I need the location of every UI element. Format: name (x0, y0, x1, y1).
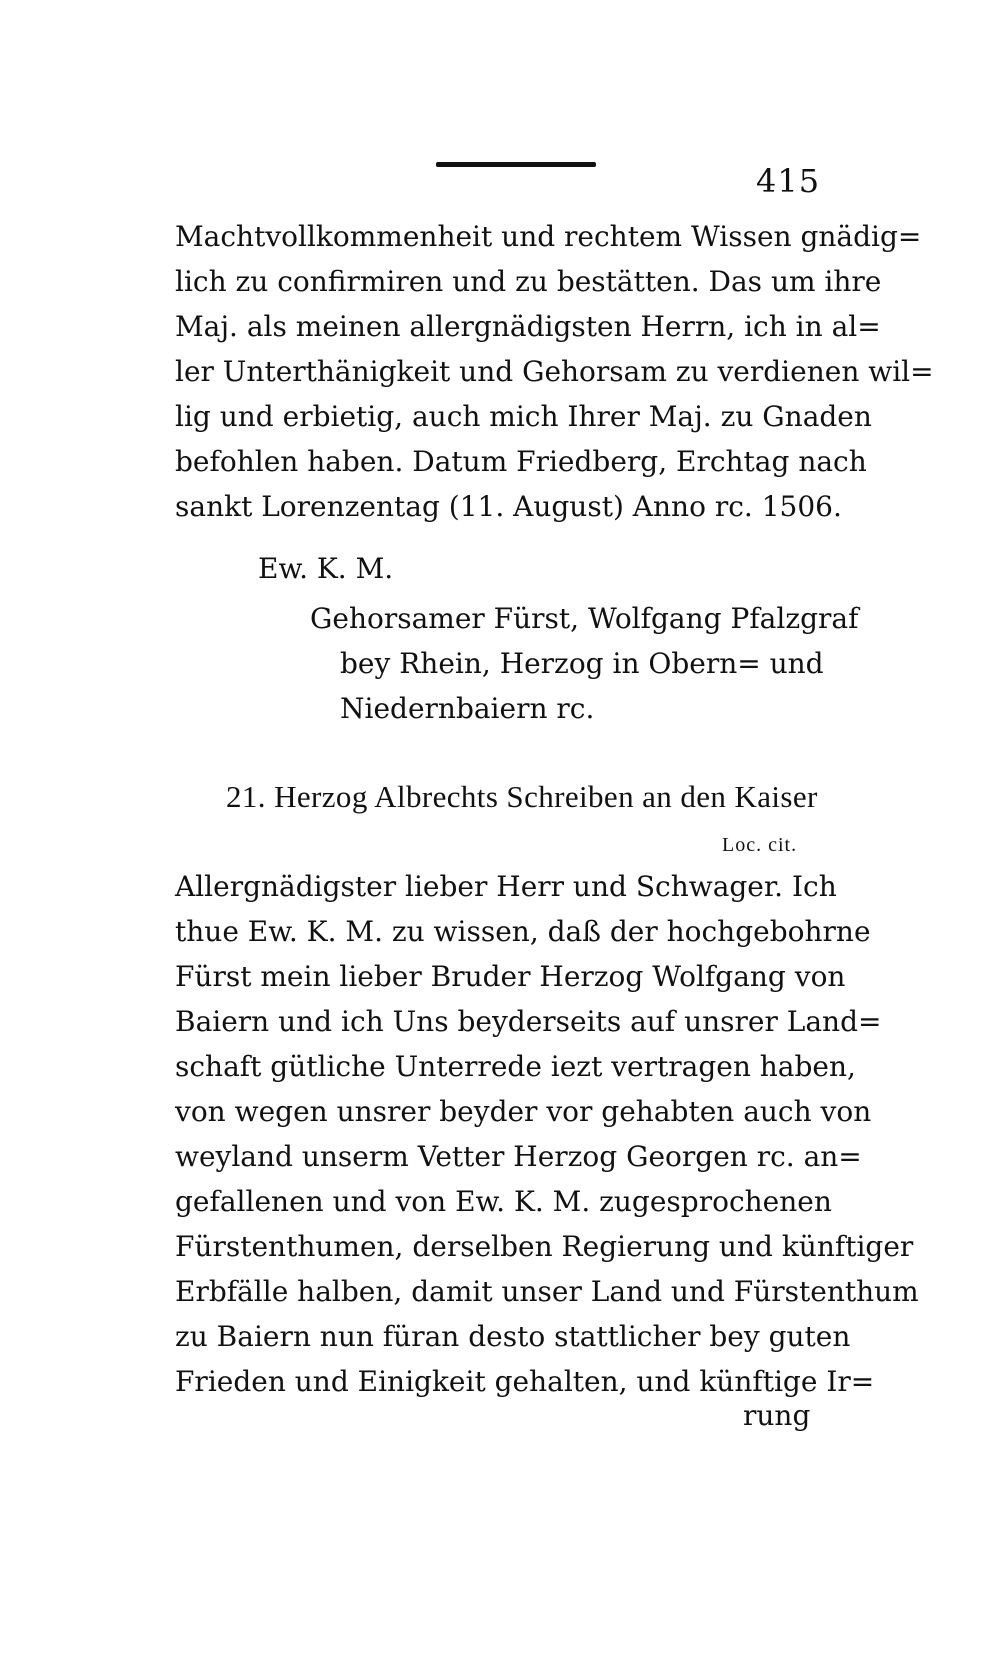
text-line: Allergnädigster lieber Herr und Schwager. Ich (175, 870, 837, 903)
text-line: Frieden und Einigkeit gehalten, und künftige Ir= (175, 1365, 875, 1398)
text-line: weyland unserm Vetter Herzog Georgen rc. an= (175, 1140, 862, 1173)
text-line: Machtvollkommenheit und rechtem Wissen gnädig= (175, 220, 922, 253)
text-line: Fürst mein lieber Bruder Herzog Wolfgang von (175, 960, 846, 993)
text-line: sankt Lorenzentag (11. August) Anno rc. 1506. (175, 490, 842, 523)
salutation: Ew. K. M. (258, 552, 394, 585)
signature-line: bey Rhein, Herzog in Obern= und (340, 647, 824, 680)
signature-block (310, 596, 859, 731)
signature-line: Niedernbaiern rc. (340, 692, 595, 725)
page-number: 415 (756, 162, 821, 200)
text-line: lig und erbietig, auch mich Ihrer Maj. zu Gnaden (175, 400, 872, 433)
source-reference: Loc. cit. (722, 834, 798, 856)
text-line: gefallenen und von Ew. K. M. zugesprochenen (175, 1185, 832, 1218)
signature-line: Gehorsamer Fürst, Wolfgang Pfalzgraf (310, 602, 859, 635)
text-line: schaft gütliche Unterrede iezt vertragen haben, (175, 1050, 856, 1083)
text-line: lich zu confirmiren und zu bestätten. Das um ihre (175, 265, 882, 298)
text-line: ler Unterthänigkeit und Gehorsam zu verdienen wil= (175, 355, 934, 388)
text-line: zu Baiern nun füran desto stattlicher bey guten (175, 1320, 851, 1353)
header-rule (436, 162, 596, 167)
text-line: Erbfälle halben, damit unser Land und Fürstenthum (175, 1275, 919, 1308)
text-line: Baiern und ich Uns beyderseits auf unsrer Land= (175, 1005, 882, 1038)
paragraph-continuation (175, 214, 934, 529)
text-line: Maj. als meinen allergnädigsten Herrn, ich in al= (175, 310, 881, 343)
text-line: Fürstenthumen, derselben Regierung und künftiger (175, 1230, 914, 1263)
text-line: befohlen haben. Datum Friedberg, Erchtag nach (175, 445, 867, 478)
text-line: von wegen unsrer beyder vor gehabten auch von (175, 1095, 872, 1128)
letter-body (175, 864, 919, 1404)
section-heading: 21. Herzog Albrechts Schreiben an den Kaiser (226, 779, 818, 814)
text-line: thue Ew. K. M. zu wissen, daß der hochgebohrne (175, 915, 871, 948)
catchword: rung (743, 1399, 811, 1432)
closing-salutation (258, 546, 858, 591)
